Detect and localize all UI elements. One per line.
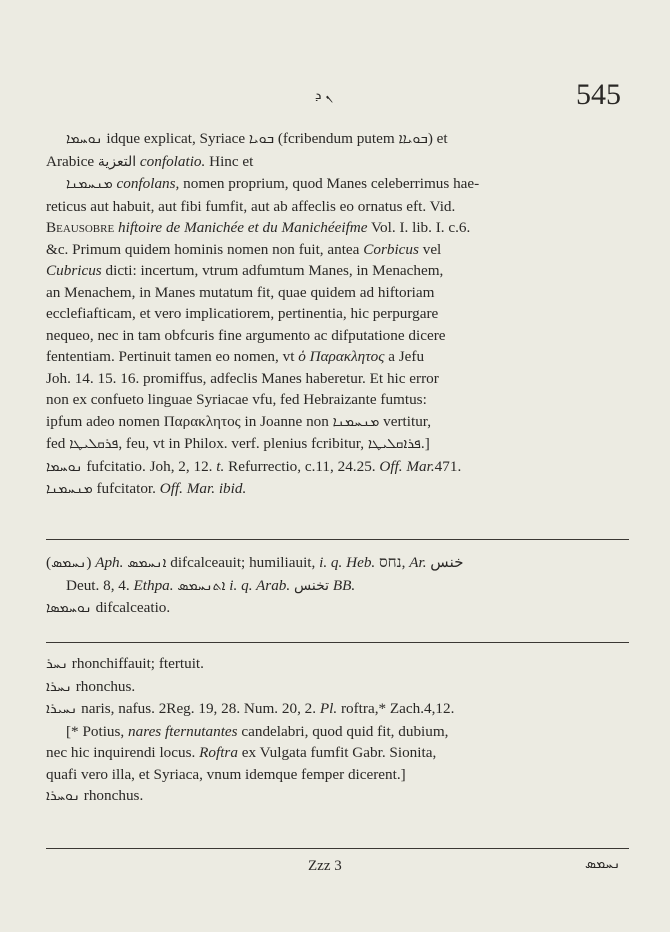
syriac-word: ܐܢܚܡܣ — [127, 555, 167, 571]
text-line: non ex confueto linguae Syriacae vfu, fed Hebraizante fumtus: — [46, 391, 427, 408]
arabic-word: تخنس — [294, 577, 330, 594]
text-line — [46, 653, 628, 676]
entry-nhas — [46, 552, 628, 620]
syriac-word: ܢܘܚܪܐ — [46, 788, 80, 804]
text: [* Potius, — [66, 722, 129, 740]
syriac-word: ܢܚܪܐ — [46, 678, 72, 695]
text: Ar. — [409, 554, 427, 571]
text: nomen proprium, quod Manes celeberrimus hae- — [179, 175, 480, 192]
syriac-word: ܢܚܪ — [46, 656, 68, 672]
text: dicti: incertum, vtrum adfumtum Manes, in Menachem, — [101, 262, 444, 279]
text: Hinc et — [205, 152, 254, 170]
text-line — [46, 785, 628, 808]
page-number: 545 — [576, 78, 621, 111]
entry-nhar — [46, 653, 628, 808]
text: roftra,* Zach.4,12. — [337, 700, 455, 717]
entry-nuhama — [46, 128, 628, 501]
text: ipfum adeo nomen — [46, 412, 164, 430]
text-line — [46, 433, 628, 456]
signature-mark: Zzz 3 — [308, 858, 342, 874]
text: .] — [420, 435, 430, 452]
text: i. q. Heb. — [319, 554, 376, 571]
text-line — [46, 456, 628, 479]
text: fufcitator. — [92, 480, 160, 497]
text: خنس — [426, 554, 464, 571]
text: vel — [418, 240, 442, 258]
text-line — [46, 173, 628, 196]
syriac-word: ܡܢܚܡܢܐ — [66, 176, 113, 192]
syriac-word: ܢܚܡܣ — [51, 555, 87, 571]
text: Corbicus — [363, 240, 419, 258]
syriac-word: ܡܢܚܡܢܐ — [332, 413, 380, 430]
text-line — [46, 742, 628, 764]
syriac-word: ܢܘܚܡܐ — [66, 131, 103, 147]
text: Arabice — [46, 152, 98, 170]
running-head: ܢ ܕ — [315, 88, 333, 103]
text-line — [46, 597, 628, 620]
text: fententiam. Pertinuit tamen eo nomen, vt — [46, 348, 299, 365]
text-line — [46, 676, 628, 699]
text-line — [46, 217, 628, 239]
text: idque explicat, Syriace — [102, 130, 249, 147]
text: nec hic inquirendi locus. — [46, 744, 200, 761]
text: Vol. I. lib. I. c.6. — [367, 219, 471, 236]
text-line — [46, 411, 628, 434]
syriac-word: ܦܪܩܠܝܛܐ — [69, 436, 119, 452]
text: Off. Mar. ibid. — [159, 480, 247, 497]
text: nares fternutantes — [128, 722, 238, 740]
greek-word: ὁ Παρακλητος — [298, 348, 385, 365]
catchword: ܢܚܡܣ — [585, 856, 621, 872]
text: ) et — [427, 130, 448, 147]
text: Roftra — [199, 744, 238, 761]
text-line — [46, 721, 628, 743]
section-divider — [46, 642, 629, 643]
author-name: Beausobre — [46, 219, 115, 236]
syriac-word: ܢܘܚܡܐ — [46, 458, 83, 475]
text-line: an Menachem, in Manes mutatum fit, quae quidem ad hiftoriam — [46, 283, 435, 301]
text: Deut. 8, 4. — [66, 576, 134, 594]
text-line — [46, 260, 628, 282]
text: &c. Primum quidem hominis nomen non fuit, antea — [46, 240, 364, 258]
text: fufcitatio. Joh, 2, 12. — [82, 457, 217, 475]
text: ) — [86, 554, 96, 571]
syriac-word: ܢܘܚܡܣܐ — [46, 600, 92, 616]
text: Off. Mar. — [379, 457, 435, 475]
text: a Jefu — [384, 348, 425, 365]
syriac-word: ܡܢܚܡܢܐ — [46, 481, 93, 497]
text-line: nequeo, nec in tam obfcuris fine argumento ac difputatione dicere — [46, 326, 446, 344]
text-line: ecclefiafticam, et vero implicatiorem, pertinentia, hic perpurgare — [46, 305, 439, 322]
book-title: hiftoire de Manichée et du Manichéeifme — [118, 219, 368, 236]
text-line — [46, 478, 628, 501]
text: confolans, — [116, 175, 180, 192]
text: Ethpa. — [133, 576, 174, 594]
text: confolatio. — [139, 152, 206, 170]
text-line — [46, 151, 628, 174]
text: fed — [46, 435, 70, 452]
text: 471. — [434, 457, 462, 475]
text: ex Vulgata fumfit Gabr. Sionita, — [237, 744, 437, 761]
text: Refurrectio, c.11, 24.25. — [224, 457, 380, 475]
text: naris, nafus. 2Reg. 19, 28. Num. 20, 2. — [77, 700, 320, 717]
text-line — [46, 128, 628, 151]
syriac-word: ܒܘܝܐ — [248, 131, 275, 147]
syriac-word: ܢܚܝܪܐ — [46, 701, 78, 717]
text-line — [46, 575, 628, 598]
section-divider — [46, 848, 629, 849]
text: נחס, — [375, 554, 410, 571]
syriac-word: ܐܬܢܚܡܣ — [177, 577, 226, 594]
text-line: Joh. 14. 15. 16. promiffus, adfeclis Manes haberetur. Et hic error — [46, 369, 439, 387]
text: difcalceatio. — [91, 599, 171, 616]
text-line — [46, 552, 628, 575]
text-line: quafi vero illa, et Syriaca, vnum idemque femper dicerent.] — [46, 765, 406, 783]
text-line — [46, 239, 628, 261]
text-line — [46, 346, 628, 368]
text: in Joanne non — [240, 412, 333, 430]
text: Aph. — [95, 554, 124, 571]
text: , feu, vt in Philox. verf. plenius fcribitur, — [118, 435, 368, 452]
text: rhonchus. — [71, 677, 136, 695]
text: Cubricus — [46, 262, 102, 279]
text: rhonchiffauit; ftertuit. — [68, 655, 204, 672]
text: t. — [216, 457, 225, 475]
text: rhonchus. — [79, 787, 144, 804]
text: candelabri, quod quid fit, dubium, — [237, 722, 449, 740]
syriac-word: ܒܘܝܐܐ — [398, 131, 428, 147]
text: Pl. — [319, 700, 338, 717]
text: ( — [46, 554, 52, 571]
text: BB. — [332, 576, 356, 594]
greek-word: Παρακλητος — [163, 412, 241, 430]
text: vertitur, — [379, 412, 432, 430]
section-divider — [46, 539, 629, 540]
text: (fcribendum putem — [274, 130, 399, 147]
syriac-word: ܦܪܐܩܠܝܛܐ — [367, 436, 421, 452]
text: difcalceauit; humiliauit, — [166, 554, 320, 571]
text: i. q. Arab. — [229, 576, 291, 594]
text-line — [46, 698, 628, 721]
text-line: reticus aut habuit, aut fibi fumfit, aut ab affeclis eo ornatus eft. Vid. — [46, 197, 456, 215]
arabic-word: التعزية — [97, 153, 137, 170]
